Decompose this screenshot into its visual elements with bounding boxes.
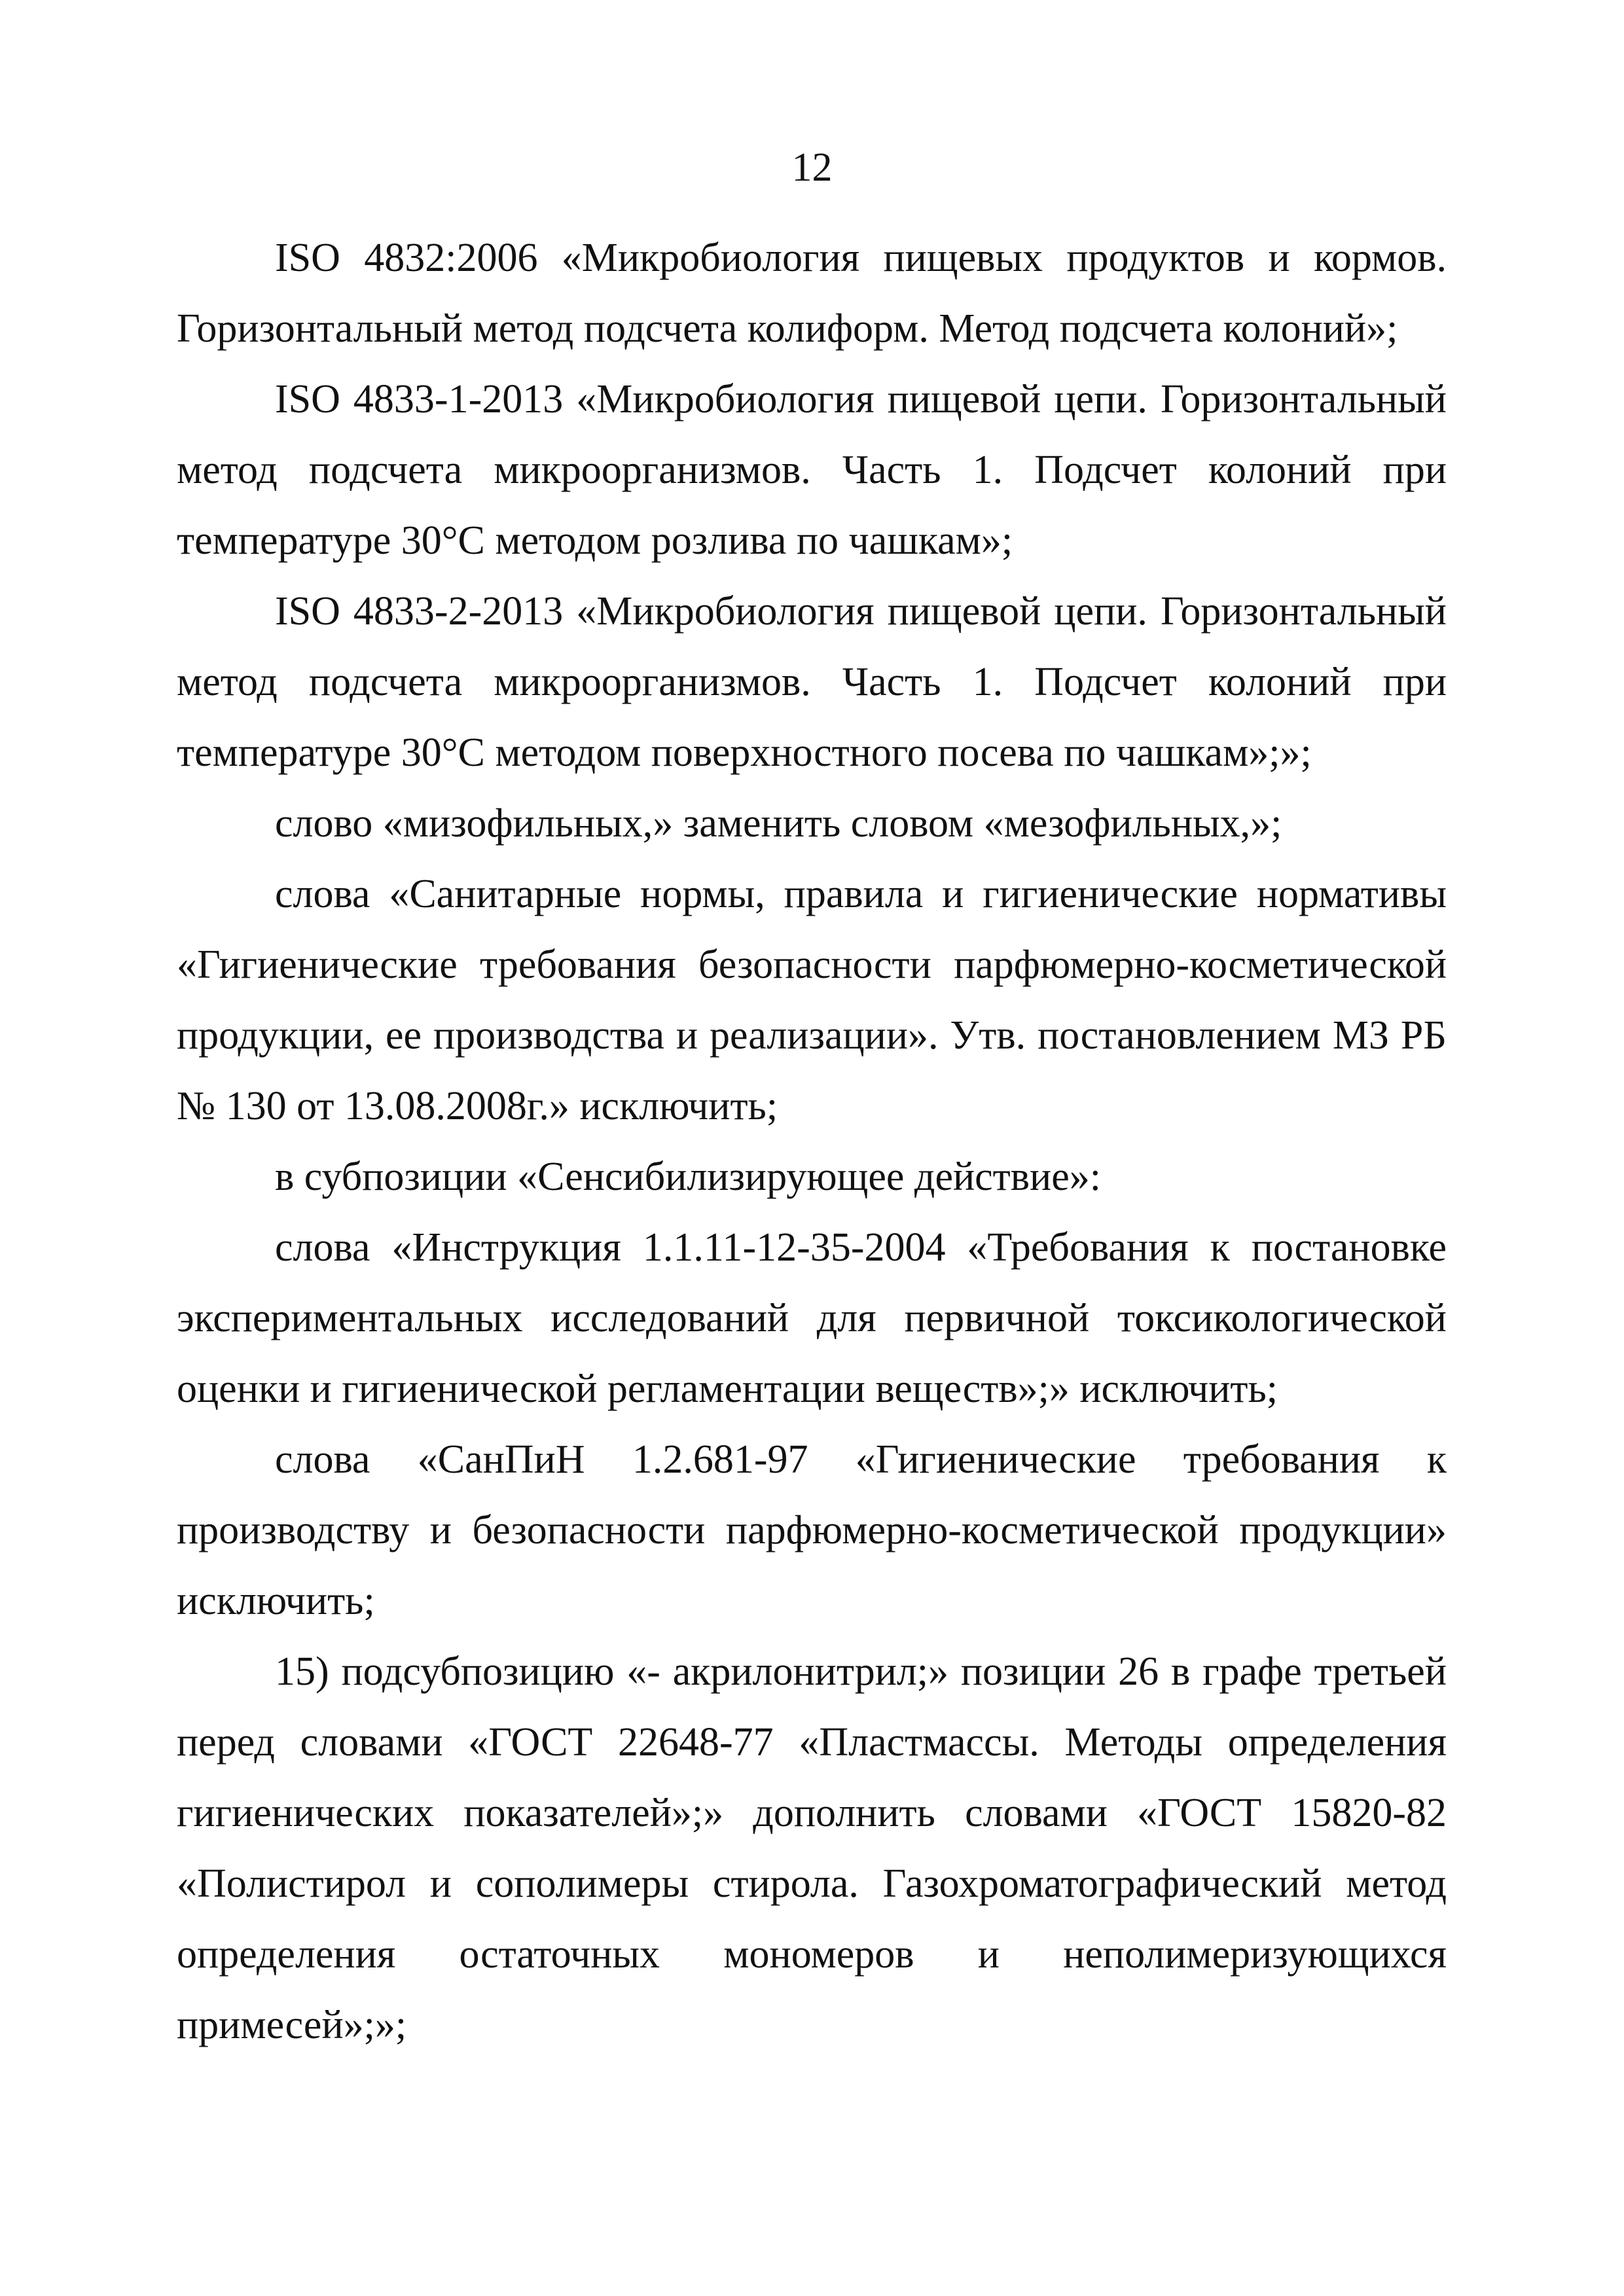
paragraph-subposition-heading: в субпозиции «Сенсибилизирующее действие»:	[275, 1155, 1101, 1199]
paragraph-instruction-exclusion: слова «Инструкция 1.1.11-12-35-2004 «Требования к постановке экспериментальных исследований для первичной токсикологической оценки и гигиенической регламентации веществ»;» исключить;	[177, 1225, 1447, 1411]
paragraph-iso-4832: ISO 4832:2006 «Микробиология пищевых продуктов и кормов. Горизонтальный метод подсчета колиформ. Метод подсчета колоний»;	[177, 236, 1447, 351]
paragraph-iso-4833-1: ISO 4833-1-2013 «Микробиология пищевой цепи. Горизонтальный метод подсчета микроорганизмов. Часть 1. Подсчет колоний при температуре 30°С методом розлива по чашкам»;	[177, 377, 1447, 563]
page-number: 12	[791, 145, 833, 190]
paragraph-word-replacement: слово «мизофильных,» заменить словом «мезофильных,»;	[275, 801, 1282, 846]
paragraph-sanitary-norms-exclusion: слова «Санитарные нормы, правила и гигиенические нормативы «Гигиенические требования безопасности парфюмерно-косметической продукции, ее производства и реализации». Утв. постановлением МЗ РБ № 130 от 13.08.2008г.» исключить;	[177, 872, 1447, 1128]
paragraph-sanpin-exclusion: слова «СанПиН 1.2.681-97 «Гигиенические требования к производству и безопасности парфюмерно-косметической продукции» исключить;	[177, 1437, 1447, 1623]
document-body	[177, 223, 1447, 2060]
paragraph-item-15: 15) подсубпозицию «- акрилонитрил;» позиции 26 в графе третьей перед словами «ГОСТ 22648-77 «Пластмассы. Методы определения гигиенических показателей»;» дополнить словами «ГОСТ 15820-82 «Полистирол и сополимеры стирола. Газохроматографический метод определения остаточных мономеров и неполимеризующихся примесей»;»;	[177, 1649, 1447, 2047]
paragraph-iso-4833-2: ISO 4833-2-2013 «Микробиология пищевой цепи. Горизонтальный метод подсчета микроорганизмов. Часть 1. Подсчет колоний при температуре 30°С методом поверхностного посева по чашкам»;»;	[177, 589, 1447, 775]
